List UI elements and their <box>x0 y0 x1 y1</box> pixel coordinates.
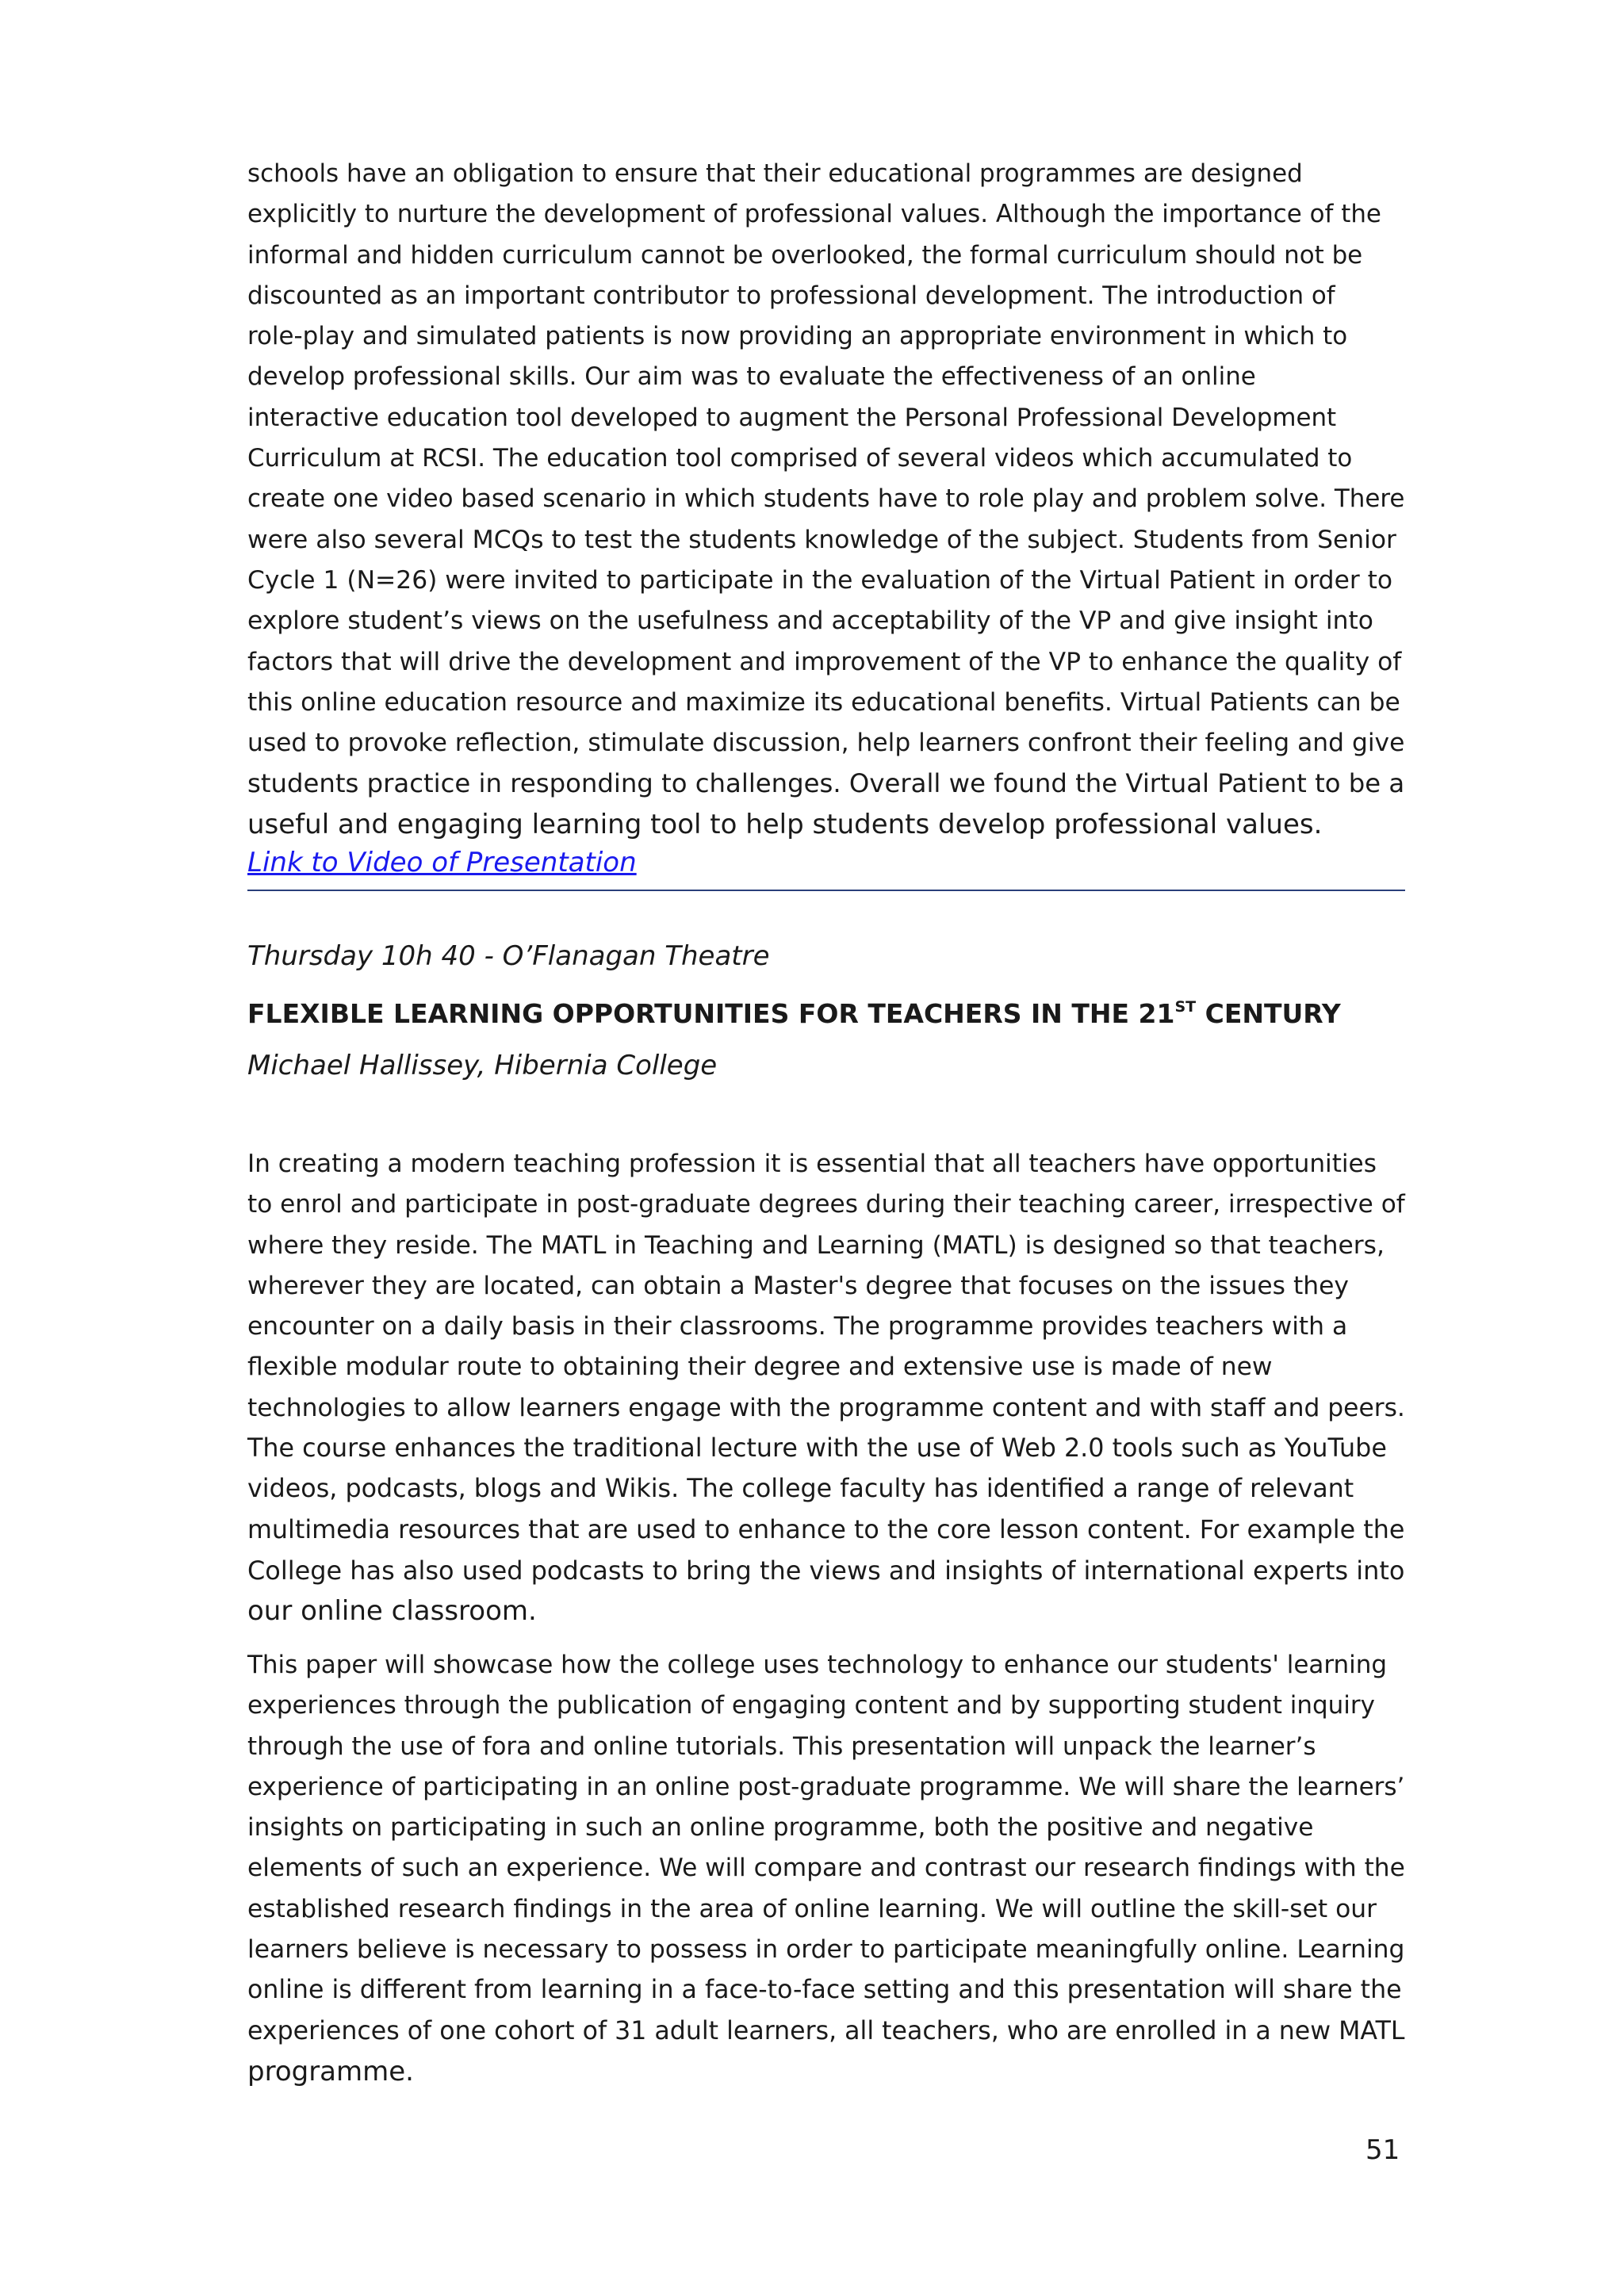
text-line: The course enhances the traditional lecture with the use of Web 2.0 tools such as YouTube <box>247 1434 1387 1464</box>
text-line: experience of participating in an online post-graduate programme. We will share the learners’ <box>247 1772 1405 1801</box>
text-line: our online classroom. <box>247 1595 537 1628</box>
text-line: College has also used podcasts to bring the views and insights of international experts into <box>247 1555 1405 1586</box>
text-line: through the use of fora and online tutorials. This presentation will unpack the learner’s <box>247 1732 1316 1761</box>
text-line: technologies to allow learners engage with the programme content and with staff and peers. <box>247 1393 1405 1422</box>
text-line: were also several MCQs to test the students knowledge of the subject. Students from Senior <box>247 525 1396 554</box>
text-line: videos, podcasts, blogs and Wikis. The college faculty has identified a range of relevant <box>247 1475 1354 1504</box>
session-author: Michael Hallissey, Hibernia College <box>247 1050 718 1081</box>
text-line: role-play and simulated patients is now providing an appropriate environment in which to <box>247 322 1348 351</box>
text-line: In creating a modern teaching profession it is essential that all teachers have opportunities <box>247 1150 1377 1178</box>
text-line: This paper will showcase how the college uses technology to enhance our students' learning <box>247 1651 1388 1679</box>
text-line: online is different from learning in a face-to-face setting and this presentation will share the <box>247 1976 1402 2005</box>
text-line: flexible modular route to obtaining their degree and extensive use is made of new <box>247 1353 1273 1382</box>
text-line: explore student’s views on the usefulness and acceptability of the VP and give insight into <box>247 607 1373 636</box>
text-line: wherever they are located, can obtain a Master's degree that focuses on the issues they <box>247 1271 1349 1300</box>
text-line: discounted as an important contributor to professional development. The introduction of <box>247 281 1335 310</box>
text-line: encounter on a daily basis in their classrooms. The programme provides teachers with a <box>247 1312 1348 1341</box>
text-line: Curriculum at RCSI. The education tool comprised of several videos which accumulated to <box>247 444 1353 473</box>
session-time-location: Thursday 10h 40 - O’Flanagan Theatre <box>247 940 770 972</box>
text-line: experiences through the publication of engaging content and by supporting student inquiry <box>247 1691 1375 1720</box>
text-line: create one video based scenario in which students have to role play and problem solve. There <box>247 484 1405 514</box>
text-line: to enrol and participate in post-graduate degrees during their teaching career, irrespective of <box>247 1190 1405 1219</box>
text-line: experiences of one cohort of 31 adult learners, all teachers, who are enrolled in a new MATL <box>247 2016 1405 2045</box>
intro-paragraph-text <box>247 154 1404 845</box>
abstract-paragraph-1 <box>247 1144 1405 1632</box>
video-link-wrapper <box>247 843 637 883</box>
session-title <box>247 994 1341 1034</box>
text-line: students practice in responding to challenges. Overall we found the Virtual Patient to be a <box>247 768 1405 799</box>
text-line: informal and hidden curriculum cannot be overlooked, the formal curriculum should not be <box>247 240 1363 270</box>
abstract-paragraph-1-text <box>247 1144 1405 1632</box>
session-title-main: FLEXIBLE LEARNING OPPORTUNITIES FOR TEACHERS IN THE 21 <box>247 998 1175 1029</box>
text-line: where they reside. The MATL in Teaching and Learning (MATL) is designed so that teachers, <box>247 1230 1385 1260</box>
session-title-end: CENTURY <box>1196 998 1341 1029</box>
text-line: used to provoke reflection, stimulate discussion, help learners confront their feeling and give <box>247 729 1405 758</box>
text-line: useful and engaging learning tool to help students develop professional values. <box>247 808 1323 840</box>
text-line: learners believe is necessary to possess in order to participate meaningfully online. Learning <box>247 1935 1405 1965</box>
text-line: multimedia resources that are used to enhance to the core lesson content. For example the <box>247 1515 1405 1544</box>
text-line: elements of such an experience. We will compare and contrast our research findings with the <box>247 1854 1405 1883</box>
text-line: Cycle 1 (N=26) were invited to participate in the evaluation of the Virtual Patient in order to <box>247 565 1393 595</box>
page-number: 51 <box>1365 2134 1400 2166</box>
text-line: insights on participating in such an online programme, both the positive and negative <box>247 1813 1314 1843</box>
text-line: develop professional skills. Our aim was to evaluate the effectiveness of an online <box>247 362 1256 392</box>
text-line: factors that will drive the development and improvement of the VP to enhance the quality of <box>247 647 1402 676</box>
abstract-paragraph-2-text <box>247 1645 1405 2092</box>
session-title-superscript: ST <box>1174 998 1197 1016</box>
intro-paragraph <box>247 154 1404 845</box>
video-presentation-link[interactable]: Link to Video of Presentation <box>247 847 637 878</box>
section-divider <box>247 890 1405 891</box>
abstract-paragraph-2 <box>247 1645 1405 2092</box>
text-line: programme. <box>247 2055 414 2087</box>
text-line: schools have an obligation to ensure that their educational programmes are designed <box>247 159 1303 188</box>
text-line: this online education resource and maximize its educational benefits. Virtual Patients can be <box>247 687 1400 717</box>
text-line: established research findings in the area of online learning. We will outline the skill-set our <box>247 1894 1377 1923</box>
text-line: interactive education tool developed to augment the Personal Professional Development <box>247 403 1337 432</box>
text-line: explicitly to nurture the development of professional values. Although the importance of the <box>247 200 1381 229</box>
